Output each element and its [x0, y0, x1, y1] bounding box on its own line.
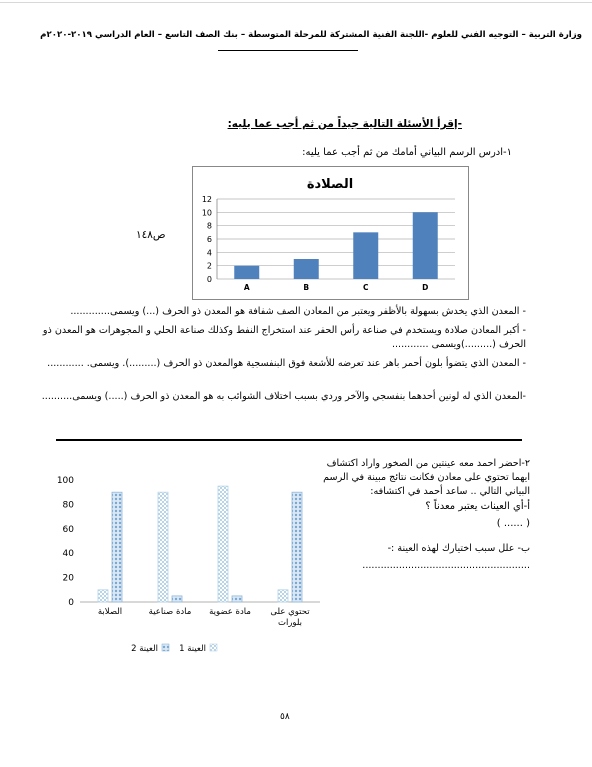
statement-4: -المعدن الذي له لونين أحدهما بنفسجي والآخر وردي بسبب اختلاف الشوائب به هو المعدن ذو الحرف (.....) ويسمى.......... — [41, 391, 526, 402]
chart2-xtick: مادة صناعية — [148, 607, 192, 617]
chart2-bar — [292, 492, 302, 602]
page-reference: ص١٤٨ — [136, 229, 166, 241]
question-2a-text: أ-أي العينات يعتبر معدناً ؟ — [425, 501, 530, 512]
question-2a — [330, 498, 530, 532]
chart2-xtick: مادة عضوية — [209, 607, 251, 617]
chart2-xtick: تحتوي على — [270, 607, 310, 617]
statement-2: - أكبر المعادن صلادة ويستخدم في صناعة رأس الحفر عند استخراج النفط وكذلك صناعة الحلي و المجوهرات هو المعدن ذو الحرف (.........)ويسمى ............ — [42, 325, 526, 350]
section-divider — [56, 439, 522, 441]
question-2b-blank: ....................................................... — [362, 560, 530, 571]
chart2-ytick: 80 — [62, 500, 74, 511]
chart1-ytick: 6 — [206, 235, 212, 244]
hardness-chart-frame — [192, 166, 469, 300]
chart2-bar — [112, 492, 122, 602]
chart2-ytick: 60 — [62, 524, 74, 535]
chart1-xtick: D — [422, 283, 429, 292]
chart1-ytick: 0 — [206, 275, 212, 284]
chart1-xtick: B — [303, 283, 310, 292]
chart1-ytick: 10 — [201, 208, 212, 218]
chart2-ytick: 0 — [68, 598, 74, 608]
chart2-legend-swatch — [162, 644, 169, 651]
chart1-bar — [234, 266, 259, 279]
page-header: وزارة التربية – التوجيه الفني للعلوم -اللجنة الفنية المشتركة للمرحلة المتوسطة – بنك الصف التاسع – العام الدراسي ٢٠١٩-٢٠٢٠م — [40, 30, 582, 40]
chart2-legend-swatch — [210, 644, 217, 651]
chart1-ytick: 8 — [206, 221, 212, 231]
question-2b — [330, 540, 530, 574]
chart1-bar — [353, 232, 378, 279]
chart2-bar — [98, 590, 108, 602]
chart2-xtick: بلورات — [277, 618, 303, 628]
page-number: ٥٨ — [280, 712, 290, 722]
hardness-chart — [193, 167, 468, 299]
chart2-ytick: 20 — [62, 573, 74, 584]
chart2-bar — [218, 486, 228, 602]
question-2b-text: ب- علل سبب اختيارك لهذه العينة :- — [387, 543, 530, 554]
chart2-bar — [172, 596, 182, 602]
chart1-xtick: C — [362, 283, 369, 292]
chart2-bar — [278, 590, 288, 602]
chart2-xtick: الصلابة — [97, 607, 123, 617]
chart1-xtick: A — [243, 283, 250, 292]
chart1-ytick: 4 — [206, 248, 212, 258]
header-underline — [218, 50, 358, 51]
statement-1: - المعدن الذي يخدش بسهولة بالأظفر ويعتبر من المعادن الصف شفافة هو المعدن ذو الحرف (...) ويسمى............. — [70, 306, 526, 317]
chart1-ytick: 12 — [201, 195, 212, 204]
chart2-legend-label: العينة 2 — [131, 644, 158, 654]
chart1-ytick: 2 — [206, 261, 212, 271]
question-1-prompt: ١-ادرس الرسم البياني أمامك من ثم أجب عما يليه: — [302, 147, 512, 158]
question-2-prompt: ٢-احضر احمد معه عينتين من الصخور واراد اكتشاف ايهما تحتوي على معادن فكانت نتائج مبينة في الرسم البياني التالي .. ساعد أحمد في اكتشافه: — [323, 458, 530, 497]
chart2-ytick: 100 — [56, 476, 74, 486]
samples-chart — [50, 465, 325, 660]
instruction: -إقرأ الأسئلة التالية جيداً من ثم أجب عما يليه: — [227, 118, 462, 130]
chart2-bar — [158, 492, 168, 602]
chart1-title: الصلادة — [306, 177, 354, 192]
chart1-bar — [294, 259, 319, 279]
question-2a-blank: ( ...... ) — [496, 518, 530, 529]
chart1-bar — [413, 212, 438, 279]
chart2-legend-label: العينة 1 — [179, 644, 206, 654]
chart2-ytick: 40 — [62, 549, 74, 560]
statement-3: - المعدن الذي يتضوأ بلون أحمر باهر عند تعرضه للأشعة فوق البنفسجية هوالمعدن ذو الحرف (.........). ويسمى. ............ — [47, 358, 526, 369]
top-border — [0, 2, 592, 3]
chart2-bar — [232, 596, 242, 602]
